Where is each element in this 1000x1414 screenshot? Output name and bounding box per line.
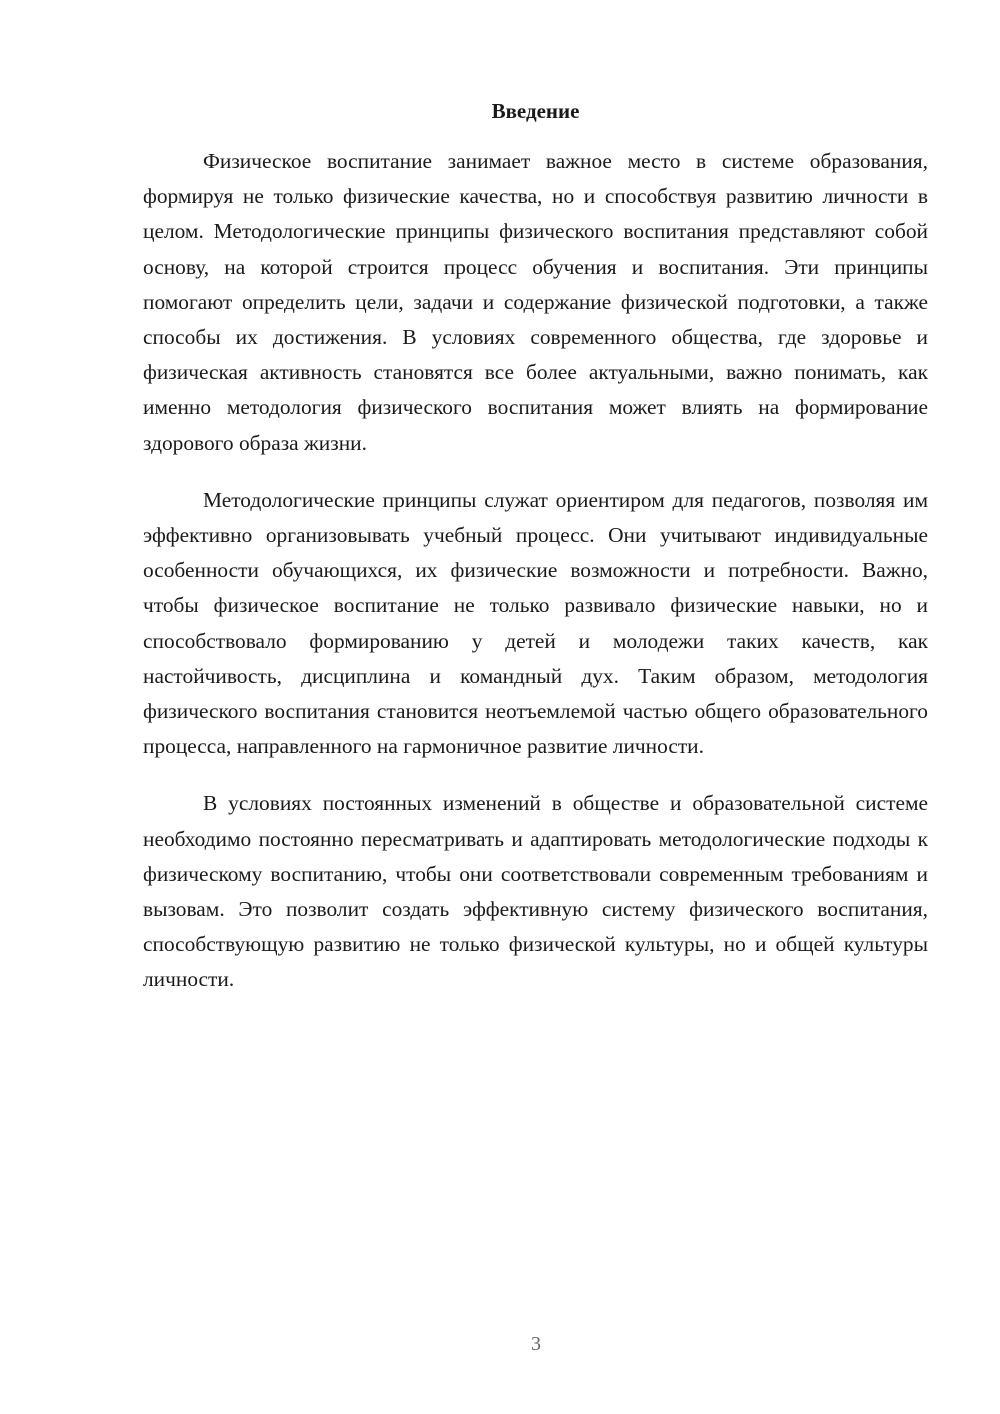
paragraph-1: Физическое воспитание занимает важное место в системе образования, формируя не только физические качества, но и способствуя развитию личности в целом. Методологические принципы физического воспитания представляют собой основу, на которой строится процесс обучения и воспитания. Эти принципы помогают определить цели, задачи и содержание физической подготовки, а также способы их достижения. В условиях современного общества, где здоровье и физическая активность становятся все более актуальными, важно понимать, как именно методология физического воспитания может влиять на формирование здорового образа жизни. bbox=[143, 149, 928, 455]
paragraph-3: В условиях постоянных изменений в обществе и образовательной системе необходимо постоянно пересматривать и адаптировать методологические подходы к физическому воспитанию, чтобы они соответствовали современным требованиям и вызовам. Это позволит создать эффективную систему физического воспитания, способствующую развитию не только физической культуры, но и общей культуры личности. bbox=[143, 791, 928, 992]
page-title: Введение bbox=[491, 99, 580, 123]
page-number: 3 bbox=[531, 1333, 541, 1355]
document-body bbox=[143, 144, 928, 1020]
paragraph-2: Методологические принципы служат ориентиром для педагогов, позволяя им эффективно организовывать учебный процесс. Они учитывают индивидуальные особенности обучающихся, их физические возможности и потребности. Важно, чтобы физическое воспитание не только развивало физические навыки, но и способствовало формированию у детей и молодежи таких качеств, как настойчивость, дисциплина и командный дух. Таким образом, методология физического воспитания становится неотъемлемой частью общего образовательного процесса, направленного на гармоничное развитие личности. bbox=[143, 487, 928, 759]
